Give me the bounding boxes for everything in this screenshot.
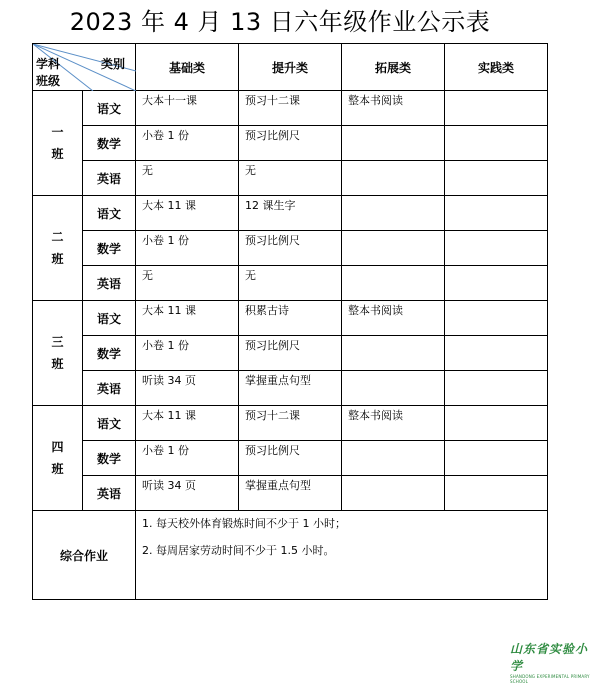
- practice-cell: [445, 371, 548, 406]
- extend-cell: [342, 126, 445, 161]
- advance-cell-text: 12 课生字: [245, 199, 296, 212]
- table-row: [33, 336, 548, 371]
- extend-cell-text: [342, 371, 444, 374]
- practice-cell-text: [445, 126, 547, 129]
- basic-cell-text: 大本 11 课: [142, 199, 196, 212]
- basic-cell: [136, 406, 239, 441]
- practice-cell-text: [445, 301, 547, 304]
- class-name-cell: [33, 196, 83, 301]
- summary-item: 1. 每天校外体育锻炼时间不少于 1 小时；: [142, 517, 346, 530]
- class-name-line1: 三: [51, 335, 64, 349]
- advance-cell-text: 预习十二课: [245, 94, 300, 107]
- table-row: [33, 301, 548, 336]
- basic-cell: [136, 161, 239, 196]
- subject-cell: 英语: [83, 476, 136, 511]
- subject-cell: 英语: [83, 161, 136, 196]
- table-row: [33, 196, 548, 231]
- summary-label: 综合作业: [33, 511, 136, 600]
- class-name-cell: [33, 301, 83, 406]
- extend-cell: [342, 231, 445, 266]
- extend-cell-text: 整本书阅读: [348, 94, 403, 107]
- basic-cell-text: 小卷 1 份: [142, 339, 189, 352]
- basic-cell-text: 听读 34 页: [142, 479, 196, 492]
- subject-cell: 语文: [83, 406, 136, 441]
- advance-cell-text: 掌握重点句型: [245, 479, 311, 492]
- basic-cell-text: 小卷 1 份: [142, 444, 189, 457]
- extend-cell: [342, 91, 445, 126]
- subject-cell: 英语: [83, 266, 136, 301]
- page-title: 2023 年 4 月 13 日六年级作业公示表: [69, 8, 491, 36]
- diagonal-header-cell: [33, 44, 136, 91]
- extend-cell-text: [342, 441, 444, 444]
- practice-cell: [445, 196, 548, 231]
- practice-cell: [445, 126, 548, 161]
- advance-cell: [239, 406, 342, 441]
- advance-cell: [239, 336, 342, 371]
- basic-cell: [136, 336, 239, 371]
- subject-cell: 数学: [83, 126, 136, 161]
- subject-cell: 语文: [83, 91, 136, 126]
- extend-cell-text: 整本书阅读: [348, 409, 403, 422]
- advance-cell: [239, 231, 342, 266]
- column-header-basic: 基础类: [136, 44, 239, 91]
- class-name-cell: [33, 91, 83, 196]
- advance-cell: [239, 196, 342, 231]
- advance-cell-text: 无: [245, 269, 256, 282]
- table-row: [33, 406, 548, 441]
- table-row: [33, 371, 548, 406]
- basic-cell: [136, 371, 239, 406]
- advance-cell: [239, 126, 342, 161]
- practice-cell: [445, 476, 548, 511]
- advance-cell: [239, 371, 342, 406]
- basic-cell: [136, 476, 239, 511]
- basic-cell: [136, 441, 239, 476]
- extend-cell: [342, 476, 445, 511]
- practice-cell: [445, 406, 548, 441]
- column-header-practice: 实践类: [445, 44, 548, 91]
- summary-item: 2. 每周居家劳动时间不少于 1.5 小时。: [142, 544, 335, 557]
- extend-cell-text: [342, 161, 444, 164]
- subject-cell: 数学: [83, 441, 136, 476]
- logo-text-en: SHANDONG EXPERIMENTAL PRIMARY SCHOOL: [510, 674, 590, 684]
- extend-cell: [342, 336, 445, 371]
- subject-cell: 英语: [83, 371, 136, 406]
- class-name-line2: 班: [51, 252, 64, 266]
- advance-cell: [239, 91, 342, 126]
- practice-cell: [445, 161, 548, 196]
- practice-cell: [445, 91, 548, 126]
- extend-cell: [342, 301, 445, 336]
- practice-cell-text: [445, 441, 547, 444]
- advance-cell-text: 无: [245, 164, 256, 177]
- subject-cell: 数学: [83, 231, 136, 266]
- practice-cell: [445, 266, 548, 301]
- table-row: [33, 441, 548, 476]
- extend-cell: [342, 196, 445, 231]
- table-row: [33, 91, 548, 126]
- basic-cell: [136, 266, 239, 301]
- extend-cell: [342, 266, 445, 301]
- class-name-line1: 二: [51, 230, 64, 244]
- extend-cell: [342, 406, 445, 441]
- practice-cell: [445, 231, 548, 266]
- extend-cell-text: [342, 336, 444, 339]
- extend-cell-text: [342, 196, 444, 199]
- subject-cell: 语文: [83, 301, 136, 336]
- table-row: [33, 476, 548, 511]
- basic-cell: [136, 126, 239, 161]
- advance-cell: [239, 476, 342, 511]
- table-row: [33, 126, 548, 161]
- basic-cell-text: 无: [142, 164, 153, 177]
- extend-cell-text: 整本书阅读: [348, 304, 403, 317]
- advance-cell-text: 预习比例尺: [245, 339, 300, 352]
- extend-cell-text: [342, 126, 444, 129]
- practice-cell: [445, 441, 548, 476]
- extend-cell-text: [342, 231, 444, 234]
- advance-cell-text: 预习十二课: [245, 409, 300, 422]
- class-head-label: 班级: [36, 74, 61, 88]
- basic-cell: [136, 196, 239, 231]
- column-header-advance: 提升类: [239, 44, 342, 91]
- class-name-line2: 班: [51, 147, 64, 161]
- basic-cell-text: 大本十一课: [142, 94, 197, 107]
- extend-cell: [342, 371, 445, 406]
- advance-cell: [239, 161, 342, 196]
- subject-head-label: 学科: [36, 57, 61, 71]
- class-name-line1: 四: [51, 440, 64, 454]
- advance-cell-text: 预习比例尺: [245, 234, 300, 247]
- advance-cell: [239, 266, 342, 301]
- extend-cell: [342, 441, 445, 476]
- advance-cell-text: 积累古诗: [245, 304, 289, 317]
- advance-cell: [239, 441, 342, 476]
- subject-cell: 数学: [83, 336, 136, 371]
- practice-cell-text: [445, 476, 547, 479]
- table-row: [33, 231, 548, 266]
- basic-cell-text: 大本 11 课: [142, 304, 196, 317]
- extend-cell-text: [342, 476, 444, 479]
- class-name-line2: 班: [51, 462, 64, 476]
- basic-cell-text: 无: [142, 269, 153, 282]
- advance-cell-text: 预习比例尺: [245, 129, 300, 142]
- class-name-cell: [33, 406, 83, 511]
- basic-cell: [136, 91, 239, 126]
- basic-cell: [136, 301, 239, 336]
- subject-cell: 语文: [83, 196, 136, 231]
- basic-cell: [136, 231, 239, 266]
- practice-cell-text: [445, 91, 547, 94]
- extend-cell: [342, 161, 445, 196]
- column-header-extend: 拓展类: [342, 44, 445, 91]
- practice-cell: [445, 301, 548, 336]
- advance-cell-text: 掌握重点句型: [245, 374, 311, 387]
- basic-cell-text: 小卷 1 份: [142, 129, 189, 142]
- summary-content: [136, 511, 548, 600]
- basic-cell-text: 听读 34 页: [142, 374, 196, 387]
- header-row: [33, 44, 548, 91]
- advance-cell-text: 预习比例尺: [245, 444, 300, 457]
- practice-cell-text: [445, 161, 547, 164]
- basic-cell-text: 小卷 1 份: [142, 234, 189, 247]
- practice-cell-text: [445, 336, 547, 339]
- class-name-line1: 一: [51, 125, 64, 139]
- table-row: [33, 161, 548, 196]
- school-logo: [510, 640, 598, 684]
- table-row: [33, 266, 548, 301]
- practice-cell-text: [445, 406, 547, 409]
- class-name-line2: 班: [51, 357, 64, 371]
- extend-cell-text: [342, 266, 444, 269]
- practice-cell: [445, 336, 548, 371]
- homework-table: [32, 43, 548, 600]
- practice-cell-text: [445, 266, 547, 269]
- practice-cell-text: [445, 196, 547, 199]
- category-head-label: 类别: [100, 57, 125, 71]
- practice-cell-text: [445, 231, 547, 234]
- practice-cell-text: [445, 371, 547, 374]
- basic-cell-text: 大本 11 课: [142, 409, 196, 422]
- advance-cell: [239, 301, 342, 336]
- logo-text-cn: 山东省实验小学: [510, 642, 589, 673]
- summary-row: [33, 511, 548, 600]
